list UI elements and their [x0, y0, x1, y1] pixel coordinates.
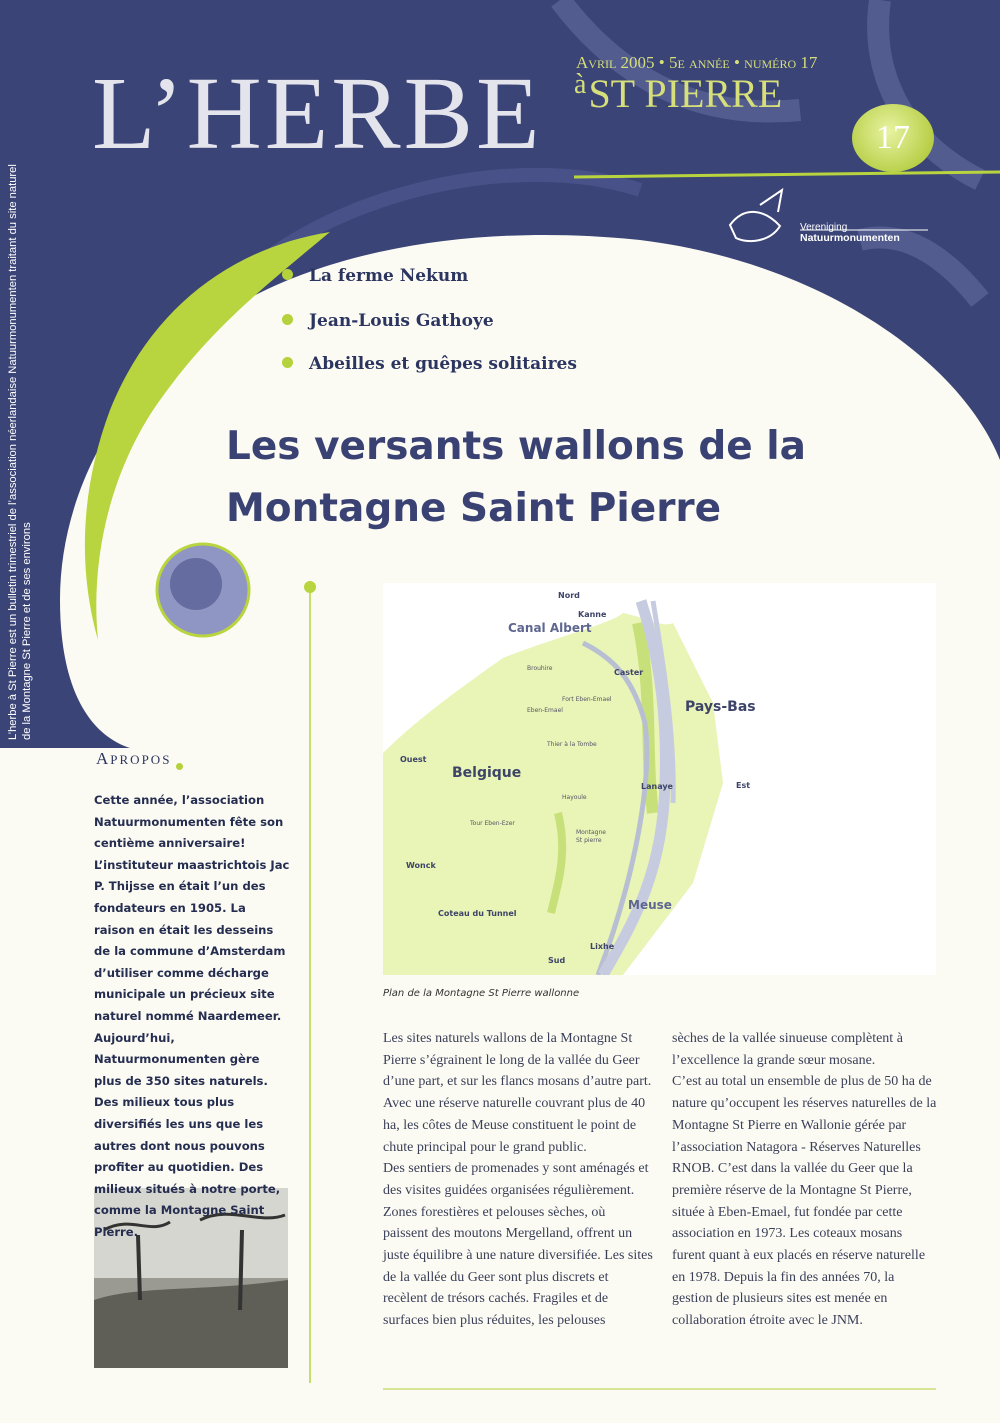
headline-line-2: Montagne Saint Pierre	[226, 486, 722, 531]
article-paragraph: Des sentiers de promenades y sont aménagés et des visites guidées organisées régulièrement. Zones forestières et pelouses sèches, où paissent des moutons Mergelland, offrent un juste équilibre à une nature diversifiée. Les sites de la vallée du Geer sont plus discrets et recèlent de trésors cachés. Fragiles et de surfaces bien plus réduites, les pelouses	[383, 1161, 653, 1329]
map-label-lanaye: Lanaye	[641, 782, 673, 791]
logo-line-1: Vereniging	[800, 222, 848, 233]
article-paragraph: Les sites naturels wallons de la Montagne St Pierre s’égrainent le long de la vallée du Geer d’une part, et sur les flancs mosans d’autre part. Avec une réserve naturelle couvrant plus de 40 ha, les côtes de Meuse constituent le point de chute principal pour le grand public.	[383, 1031, 652, 1155]
map-caption: Plan de la Montagne St Pierre wallonne	[383, 988, 580, 999]
bullet-icon	[282, 269, 293, 280]
map-label-wonck: Wonck	[406, 861, 436, 870]
headline	[226, 416, 876, 540]
map-label-brouhire: Brouhire	[527, 665, 553, 672]
natuurmonumenten-logo	[800, 222, 900, 244]
bullet-icon	[282, 357, 293, 368]
bullet-icon	[282, 314, 293, 325]
toc-label: Jean-Louis Gathoye	[309, 311, 494, 331]
masthead-title: L’HERBE	[92, 56, 543, 171]
issue-line: Avril 2005 • 5e année • numéro 17	[576, 53, 818, 72]
map-label-caster: Caster	[614, 668, 644, 677]
apropos-initial: A	[96, 749, 111, 768]
apropos-rest: PROPOS	[110, 752, 172, 767]
article-column-2	[672, 1028, 938, 1332]
map-label-kanne: Kanne	[578, 610, 607, 619]
map-label-belgique: Belgique	[452, 765, 522, 781]
article-paragraph: C’est au total un ensemble de plus de 50 ha de nature qu’occupent les réserves naturelles de la Montagne St Pierre en Wallonie gérée par l’association Natagora - Réserves Naturelles RNOB. C’est dans la vallée du Geer que la première réserve de la Montagne St Pierre, située à Eben-Emael, fut fondée par cette association en 1973. Les coteaux mosans furent quant à eux placés en réserve naturelle en 1978. Depuis la fin des années 70, la gestion de plusieurs sites est menée en collaboration étroite avec le JNM.	[672, 1074, 937, 1329]
map-label-montagne-2: St pierre	[576, 837, 602, 844]
map-label-meuse: Meuse	[628, 898, 672, 912]
map-label-nord: Nord	[558, 591, 580, 600]
masthead-subtitle	[574, 69, 783, 116]
subtitle-text: ST PIERRE	[588, 71, 783, 116]
toc-item[interactable]	[282, 266, 468, 286]
map-label-eben: Eben-Emael	[527, 707, 563, 714]
map-label-lixhe: Lixhe	[590, 942, 615, 951]
map-label-montagne-1: Montagne	[576, 829, 606, 836]
apropos-dot	[176, 763, 183, 770]
map-label-hayoule: Hayoule	[562, 794, 587, 801]
toc-item[interactable]	[282, 311, 494, 331]
toc-label: La ferme Nekum	[309, 266, 469, 286]
article-column-1	[383, 1028, 653, 1332]
map-label-ouest: Ouest	[400, 755, 427, 764]
map-label-thier: Thier à la Tombe	[547, 741, 597, 748]
toc-item[interactable]	[282, 354, 577, 374]
article-paragraph: sèches de la vallée sinueuse complètent à l’excellence la grande sœur mosane.	[672, 1031, 903, 1068]
map-label-coteau: Coteau du Tunnel	[438, 909, 517, 918]
map-label-canal: Canal Albert	[508, 621, 592, 635]
vertical-note-line-1: L’herbe à St Pierre est un bulletin trimestriel de l’association néerlandaise Natuurmonumenten traitant du site naturel	[7, 164, 19, 740]
map-label-fort: Fort Eben-Emael	[562, 696, 612, 703]
issue-badge: 17	[852, 104, 934, 172]
subtitle-prefix: à	[574, 69, 587, 100]
apropos-heading	[96, 749, 171, 769]
apropos-text: Cette année, l’association Natuurmonumenten fête son centième anniversaire! L’instituteur maastrichtois Jac P. Thijsse en était l’un des fondateurs en 1905. La raison en était les desseins de la commune d’Amsterdam d’utiliser comme décharge municipale un précieux site naturel nommé Naardemeer. Aujourd’hui, Natuurmonumenten gère plus de 350 sites naturels. Des milieux tous plus diversifiés les uns que les autres dont nous pouvons profiter au quotidien. Des milieux situés à notre porte, comme la Montagne Saint Pierre.	[94, 793, 290, 1239]
toc-label: Abeilles et guêpes solitaires	[309, 354, 577, 374]
logo-line-2: Natuurmonumenten	[800, 232, 900, 244]
vertical-note-line-2: de la Montagne St Pierre et de ses environs	[21, 522, 33, 740]
map-label-sud: Sud	[548, 956, 566, 965]
map-label-est: Est	[736, 781, 751, 790]
headline-line-1: Les versants wallons de la	[226, 424, 806, 469]
map-label-tour: Tour Eben-Ezer	[470, 820, 515, 827]
map-label-paysbas: Pays-Bas	[685, 699, 756, 715]
vertical-note	[6, 100, 34, 740]
